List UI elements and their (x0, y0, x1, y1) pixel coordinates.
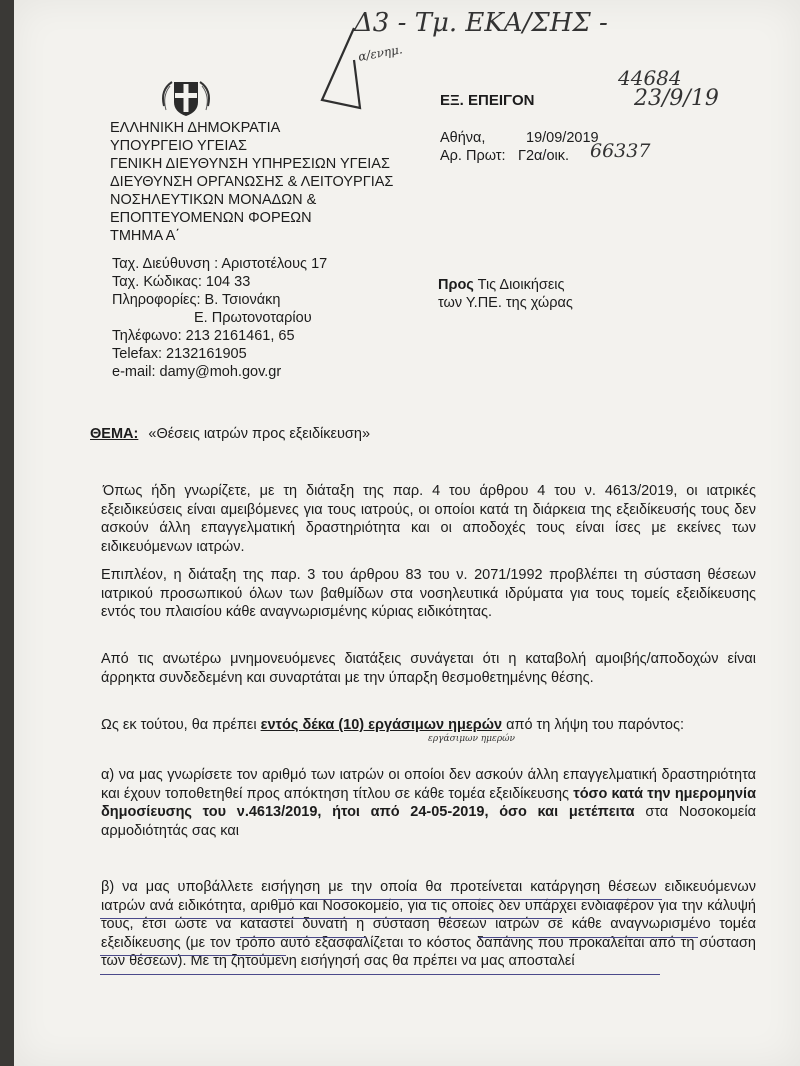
body-paragraph-3: Από τις ανωτέρω μνημονευόμενες διατάξεις συνάγεται ότι η καταβολή αμοιβής/αποδοχών είναι άρρηκτα συνδεδεμένη και συναρτάται με την ύπαρξη θεσμοθετημένης θέσης. (101, 651, 756, 686)
contact-address: Ταχ. Διεύθυνση : Αριστοτέλους 17 (112, 256, 328, 272)
urgency-label: ΕΞ. ΕΠΕΙΓΟΝ (440, 92, 535, 109)
pen-underline (240, 937, 366, 938)
recipient-block (438, 277, 565, 294)
contact-postal: Ταχ. Κώδικας: 104 33 (112, 274, 251, 290)
body-paragraph-5 (101, 766, 756, 840)
greek-coat-of-arms-icon (158, 76, 214, 120)
handwritten-protocol-number: 66337 (590, 140, 651, 162)
pen-underline (478, 937, 698, 938)
pen-underline (100, 955, 286, 956)
deadline-outro: από τη λήψη του παρόντος: (502, 717, 685, 733)
contact-info: Πληροφορίες: Β. Τσιονάκη (112, 292, 281, 308)
sender-line: ΥΠΟΥΡΓΕΙΟ ΥΓΕΙΑΣ (110, 138, 248, 154)
contact-info-second: Ε. Πρωτονοταρίου (194, 310, 312, 326)
protocol-label: Αρ. Πρωτ: (440, 148, 506, 164)
subject-text: «Θέσεις ιατρών προς εξειδίκευση» (148, 426, 371, 442)
handwritten-small-note: α/ενημ. (357, 42, 404, 64)
contact-phone: Τηλέφωνο: 213 2161461, 65 (112, 328, 295, 344)
sender-line: ΤΜΗΜΑ Α΄ (110, 228, 181, 244)
body-paragraph-1: Όπως ήδη γνωρίζετε, με τη διάταξη της παρ. 4 του άρθρου 4 του ν. 4613/2019, οι ιατρικές εξειδικεύσεις είναι αμειβόμενες για τους ιατρούς, οι οποίοι κατά τη διάρκεια της εξειδίκευσής τους δεν ασκούν άλλη επαγγελματική δραστηριότητα και οι αποδοχές τους είναι ίσες με εκείνες των ειδικευόμενων ιατρών. (101, 483, 756, 555)
handwritten-date: 23/9/19 (634, 86, 719, 111)
protocol-value: Γ2α/οικ. (518, 148, 570, 164)
item-a-emphasis: τόσο κατά την ημερομηνία δημοσίευσης του ν.4613/2019, ήτοι από 24-05-2019, όσο και μετέπειτα (101, 785, 756, 820)
document-page (14, 0, 800, 1066)
item-a-end: στα Νοσοκομεία αρμοδιότητάς σας και (101, 804, 756, 839)
subject-line (90, 426, 370, 443)
pen-underline (100, 918, 562, 919)
subject-label: ΘΕΜΑ: (90, 426, 139, 442)
pen-underline (278, 899, 662, 900)
item-a-text: α) να μας γνωρίσετε τον αριθμό των ιατρών οι οποίοι δεν ασκούν άλλη επαγγελματική δραστηριότητα και έχουν τοποθετηθεί προς απόκτηση τίτλου σε κάθε τομέα εξειδίκευσης (101, 767, 756, 802)
place-label: Αθήνα, (440, 130, 486, 146)
deadline-emphasis: εντός δέκα (10) εργάσιμων ημερών (260, 717, 503, 733)
deadline-intro: Ως εκ τούτου, θα πρέπει (101, 717, 261, 733)
body-paragraph-2: Επιπλέον, η διάταξη της παρ. 3 του άρθρου 83 του ν. 2071/1992 προβλέπει τη σύσταση θέσεων ιατρικού προσωπικού όλων των βαθμίδων στα νοσηλευτικά ιδρύματα για τους τομείς εξειδίκευσης εντός του πλαισίου κάθε αναγνωρισμένης κύριας ειδικότητας. (101, 567, 756, 620)
contact-email: e-mail: damy@moh.gov.gr (112, 364, 282, 380)
recipient-line-1: Τις Διοικήσεις (477, 277, 565, 293)
pen-underline (100, 974, 660, 975)
sender-line: ΕΛΛΗΝΙΚΗ ΔΗΜΟΚΡΑΤΙΑ (110, 120, 281, 136)
body-paragraph-4 (101, 716, 756, 735)
contact-fax: Telefax: 2132161905 (112, 346, 247, 362)
body-paragraph-6: β) να μας υποβάλλετε εισήγηση με την οποία θα προτείνεται κατάργηση θέσεων ειδικευόμενων ιατρών ανά ειδικότητα, αριθμό και Νοσοκομείο, για τις οποίες δεν υπάρχει ενδιαφέρον για την κάλυψή τους, έτσι ώστε να καταστεί δυνατή η σύσταση θέσεων ιατρών σε κάθε αναγνωρισμένο τομέα εξειδίκευσης (με τον τρόπο αυτό εξασφαλίζεται το κόστος δαπάνης που προκαλείται από τη σύσταση των θέσεων). Με τη ζητούμενη εισήγησή σας θα πρέπει να μας αποσταλεί (101, 879, 756, 969)
handwritten-number: 44684 (618, 66, 682, 90)
sender-line: ΓΕΝΙΚΗ ΔΙΕΥΘΥΝΣΗ ΥΠΗΡΕΣΙΩΝ ΥΓΕΙΑΣ (110, 156, 390, 172)
sender-line: ΔΙΕΥΘΥΝΣΗ ΟΡΓΑΝΩΣΗΣ & ΛΕΙΤΟΥΡΓΙΑΣ (110, 174, 394, 190)
document-date: 19/09/2019 (526, 130, 599, 146)
handwritten-days-note: εργάσιμων ημερών (428, 734, 515, 744)
handwritten-department-note: Δ3 - Τμ. ΕΚΑ/ΣΗΣ - (354, 8, 608, 38)
recipient-label: Προς (438, 277, 474, 293)
sender-line: ΝΟΣΗΛΕΥΤΙΚΩΝ ΜΟΝΑΔΩΝ & (110, 192, 317, 208)
sender-line: ΕΠΟΠΤΕΥΟΜΕΝΩΝ ΦΟΡΕΩΝ (110, 210, 312, 226)
recipient-line-2: των Υ.ΠΕ. της χώρας (438, 295, 573, 311)
